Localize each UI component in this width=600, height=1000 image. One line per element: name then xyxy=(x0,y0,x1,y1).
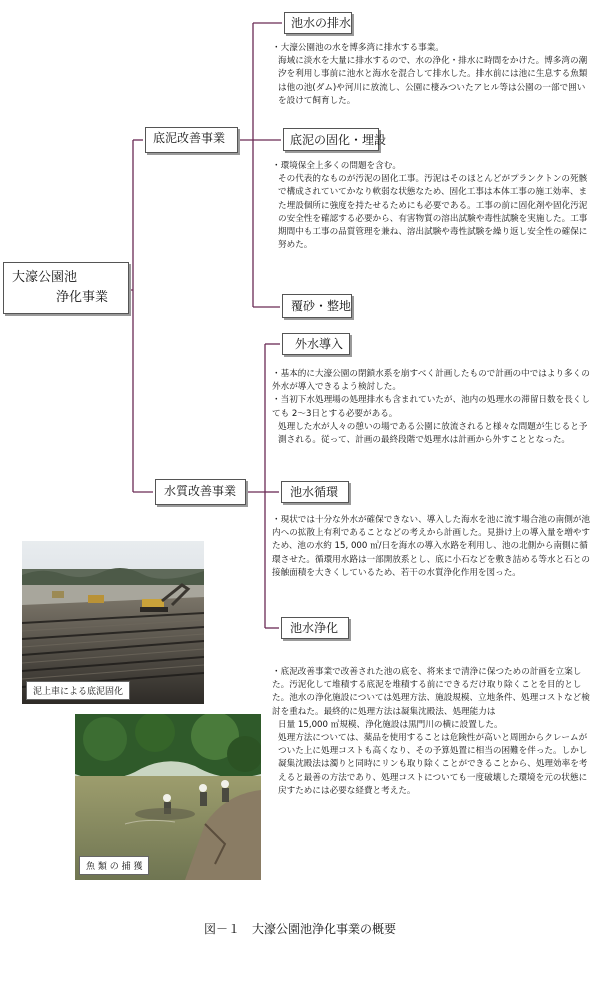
desc-circulate xyxy=(272,514,590,580)
desc-circulate-p0: ・現状では十分な外水が確保できない、導入した海水を池に流す場合池の南側が池内への拡散上有利であることなどの考えから計画した。見掛け上の導入量を増やすため、池の水約 15, 000 ㎥/日を海水の導入水路を利用し、池の北側から南側に循環させた。循環用水路は一部開放系とし、底に小石などを敷き詰める等水と石との接触面積を大きくしているため、若干の水質浄化作用を図った。 xyxy=(272,515,590,578)
desc-drain xyxy=(272,42,590,108)
item-circulate: 池水循環 xyxy=(281,481,349,503)
photo-mud-solidification xyxy=(22,541,204,704)
item-drain: 池水の排水 xyxy=(284,12,352,34)
desc-solidify xyxy=(272,160,590,252)
desc-solidify-p0: ・環境保全上多くの問題を含む。 xyxy=(272,161,401,171)
desc-solidify-p1: その代表的なものが汚泥の固化工事。汚泥はそのほとんどがプランクトンの死骸で構成されていてかなり軟弱な状態なため、固化工事は本体工事の施工効率、また埋設個所に強度を持たせるためにも必要である。工事の前に固化剤や固化汚泥の安全性を確認する必要から、有害物質の溶出試験や毒性試験を実施した。工事期間中も工事の品質管理を兼ね、溶出試験や毒性試験を繰り返し安全性の確保に努めた。 xyxy=(278,174,588,251)
desc-purify xyxy=(272,666,590,798)
item-purify: 池水浄化 xyxy=(281,617,349,639)
desc-purify-p1: 日量 15,000 ㎥規模、浄化施設は黒門川の横に設置した。 xyxy=(278,719,503,730)
item-solidify: 底泥の固化・埋設 xyxy=(283,128,379,151)
water-branch xyxy=(248,344,265,628)
desc-intake xyxy=(272,368,590,447)
sediment-branch xyxy=(240,23,253,307)
desc-drain-p0: ・大濠公園池の水を博多湾に排水する事業。 xyxy=(272,43,444,53)
item-intake: 外水導入 xyxy=(282,333,350,355)
item-sand: 覆砂・整地 xyxy=(282,294,352,318)
desc-intake-p2: 処理した水が人々の憩いの場である公園に放流されると様々な問題が生じると予測される。従って、計画の最終段階で処理水は計画から外すこととなった。 xyxy=(278,421,588,446)
figure-title: 図－１ 大濠公園池浄化事業の概要 xyxy=(203,922,396,936)
category-water: 水質改善事業 xyxy=(155,479,246,505)
caption-mud: 泥上車による底泥固化 xyxy=(26,681,130,700)
caption-fish: 魚 類 の 捕 獲 xyxy=(79,856,149,875)
desc-purify-p0: ・底泥改善事業で改善された池の底を、将来まで清浄に保つための計画を立案した。汚泥化して堆積する底泥を堆積する前にできるだけ取り除くことを目的とした。池水の浄化施設については処理方法、施設規模、立地条件、処理コストなど検討を重ねた。最終的に処理方法は凝集沈殿法、処理能力は xyxy=(272,667,590,717)
desc-intake-p0: ・基本的に大濠公園の閉鎖水系を崩すべく計画したもので計画の中ではより多くの外水が導入できるよう検討した。 xyxy=(272,369,590,393)
desc-intake-p1: ・当初下水処理場の処理排水も含まれていたが、池内の処理水の滞留日数を長くしても 2〜3日とする必要がある。 xyxy=(272,395,590,419)
root-line2: 浄化事業 xyxy=(56,290,109,305)
root-line1: 大濠公園池 xyxy=(12,270,78,285)
category-sediment: 底泥改善事業 xyxy=(145,127,238,153)
root-node xyxy=(3,262,129,314)
root-connector xyxy=(130,140,133,492)
desc-drain-p1: 海域に淡水を大量に排水するので、水の浄化・排水に時間をかけた。博多湾の潮汐を利用し事前に池水と海水を混合して排水した。排水前には池に生息する魚類は他の池(ダム)や河川に放流し、公園に棲みついたアヒル等は公園の一部で囲いを設けて飼育した。 xyxy=(278,56,588,106)
desc-purify-p2: 処理方法については、薬品を使用することは危険性が高いと周囲からクレームがついた上に処理コストも高くなり、その予算処置に相当の困難を伴った。しかし凝集沈殿法は濁りと同時にリンも取り除くことができることから、処理効率を考えると最善の方法であり、処理コストについても一度破壊した環境を元の状態に戻すためには必要な経費と考えた。 xyxy=(278,733,588,796)
